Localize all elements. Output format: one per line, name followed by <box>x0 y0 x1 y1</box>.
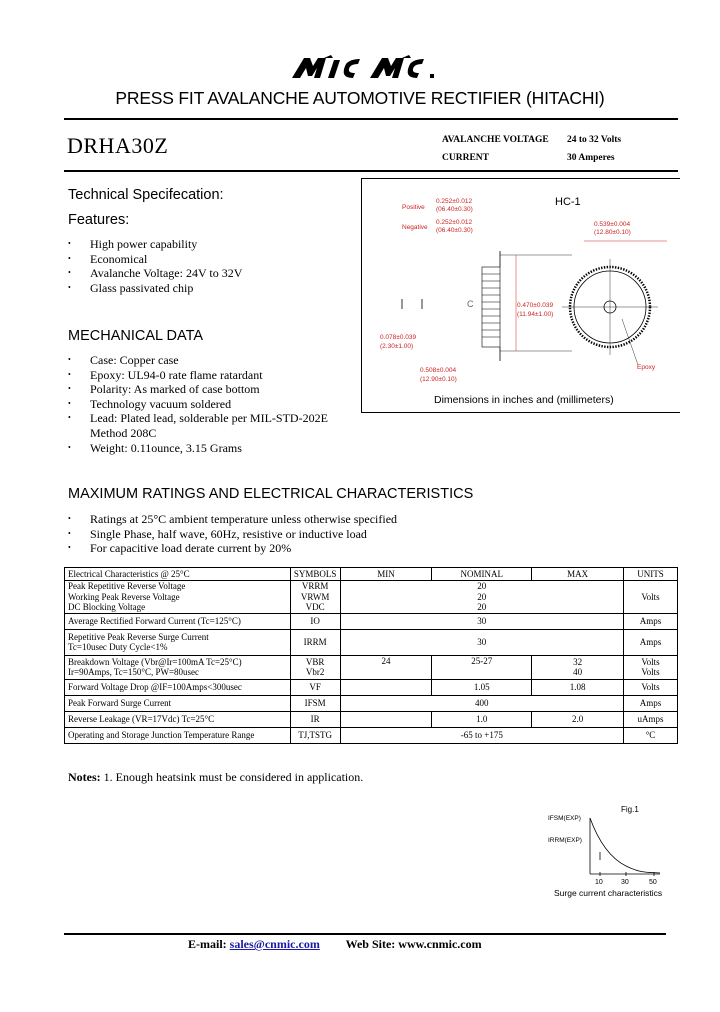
list-item: • Single Phase, half wave, 60Hz, resistive or inductive load <box>68 527 568 542</box>
svg-text:0.252±0.012: 0.252±0.012 <box>436 198 473 205</box>
svg-text:(12.90±0.10): (12.90±0.10) <box>420 376 457 383</box>
list-item: • Lead: Plated lead, solderable per MIL-STD-202E <box>68 411 358 426</box>
web-link[interactable]: www.cnmic.com <box>398 937 482 951</box>
list-item: • Weight: 0.11ounce, 3.15 Grams <box>68 441 358 456</box>
table-row: Repetitive Peak Reverse Surge Current Tc=10usec Duty Cycle<1% IRRM 30 Amps <box>65 629 678 655</box>
fig1-tick: 30 <box>621 879 629 886</box>
technical-heading: Technical Specifecation: <box>68 187 224 203</box>
table-row: Breakdown Voltage (Vbr@Ir=100mA Tc=25°C) Ir=90Amps, Tc=150°C, PW=80usec VBR Vbr2 24 25-27 32 40 Volts Volts <box>65 655 678 679</box>
current-value: 30 Amperes <box>567 153 615 163</box>
footer <box>188 937 482 952</box>
fig1-tick: 10 <box>595 879 603 886</box>
notes <box>68 770 363 785</box>
list-item: • Glass passivated chip <box>68 281 348 296</box>
list-item: • Technology vacuum soldered <box>68 397 358 412</box>
list-item: • Case: Copper case <box>68 353 358 368</box>
mechanical-heading: MECHANICAL DATA <box>68 328 204 344</box>
svg-text:0.508±0.004: 0.508±0.004 <box>420 367 457 374</box>
page-title: PRESS FIT AVALANCHE AUTOMOTIVE RECTIFIER (HITACHI) <box>115 88 605 108</box>
surge-chart <box>540 800 680 900</box>
list-item: • Epoxy: UL94-0 rate flame ratardant <box>68 368 358 383</box>
epoxy-label: Epoxy <box>637 364 656 371</box>
features-heading: Features: <box>68 212 130 228</box>
svg-text:(11.94±1.00): (11.94±1.00) <box>517 311 554 318</box>
figure-caption: Dimensions in inches and (millimeters) <box>434 394 614 406</box>
positive-label: Positive <box>402 204 425 211</box>
fig1-caption: Surge current characteristics <box>554 888 663 898</box>
email-link[interactable]: sales@cnmic.com <box>229 937 320 951</box>
avalanche-voltage-label: AVALANCHE VOLTAGE <box>442 135 549 145</box>
electrical-table <box>64 567 678 744</box>
header-divider <box>64 170 678 172</box>
email-label: E-mail: <box>188 937 227 951</box>
company-logo <box>290 52 440 82</box>
notes-text: 1. Enough heatsink must be considered in application. <box>103 770 364 784</box>
fig1-label-b: IRRM(EXP) <box>548 837 582 844</box>
ratings-heading: MAXIMUM RATINGS AND ELECTRICAL CHARACTERISTICS <box>68 486 474 502</box>
fig1-title: Fig.1 <box>621 805 639 814</box>
table-row: Peak Repetitive Reverse Voltage Working Peak Reverse Voltage DC Blocking Voltage VRRM VRWM VDC 20 20 20 Volts <box>65 581 678 614</box>
table-row: Average Rectified Forward Current (Tc=125°C) IO 30 Amps <box>65 613 678 629</box>
avalanche-voltage-value: 24 to 32 Volts <box>567 135 622 145</box>
svg-text:0.539±0.004: 0.539±0.004 <box>594 221 631 228</box>
notes-label: Notes: <box>68 770 101 784</box>
svg-text:(06.40±0.30): (06.40±0.30) <box>436 227 473 234</box>
list-item: • Economical <box>68 252 348 267</box>
svg-text:(12.80±0.10): (12.80±0.10) <box>594 229 631 236</box>
web-label: Web Site: <box>345 937 396 951</box>
table-row: Reverse Leakage (VR=17Vdc) Tc=25°C IR 1.0 2.0 uAmps <box>65 711 678 727</box>
table-row: Peak Forward Surge Current IFSM 400 Amps <box>65 695 678 711</box>
list-item: • Avalanche Voltage: 24V to 32V <box>68 266 348 281</box>
title-divider <box>64 118 678 120</box>
package-label: HC-1 <box>555 196 581 208</box>
svg-text:0.470±0.039: 0.470±0.039 <box>517 302 554 309</box>
table-row: Operating and Storage Junction Temperature Range TJ,TSTG -65 to +175 °C <box>65 727 678 743</box>
ratings-list <box>68 512 568 556</box>
list-item: • Polarity: As marked of case bottom <box>68 382 358 397</box>
list-item: • Ratings at 25°C ambient temperature unless otherwise specified <box>68 512 568 527</box>
mechanical-list <box>68 353 358 455</box>
side-mark: C <box>467 299 474 309</box>
part-number: DRHA30Z <box>67 133 169 158</box>
current-label: CURRENT <box>442 153 489 163</box>
list-item: • For capacitive load derate current by 20% <box>68 541 568 556</box>
table-header-row: Electrical Characteristics @ 25°C SYMBOLS MIN NOMINAL MAX UNITS <box>65 568 678 581</box>
list-item: • High power capability <box>68 237 348 252</box>
footer-divider <box>64 933 666 935</box>
table-row: Forward Voltage Drop @IF=100Amps<300usec VF 1.05 1.08 Volts <box>65 679 678 695</box>
fig1-label-a: IFSM(EXP) <box>548 815 581 822</box>
negative-label: Negative <box>402 224 428 231</box>
list-item-continuation: Method 208C <box>90 425 157 440</box>
svg-text:(2.30±1.00): (2.30±1.00) <box>380 343 414 350</box>
features-list <box>68 237 348 295</box>
fig1-tick: 50 <box>649 879 657 886</box>
svg-text:0.252±0.012: 0.252±0.012 <box>436 219 473 226</box>
svg-text:0.078±0.039: 0.078±0.039 <box>380 334 417 341</box>
dimension-figure <box>361 178 680 413</box>
svg-text:(06.40±0.30): (06.40±0.30) <box>436 206 473 213</box>
